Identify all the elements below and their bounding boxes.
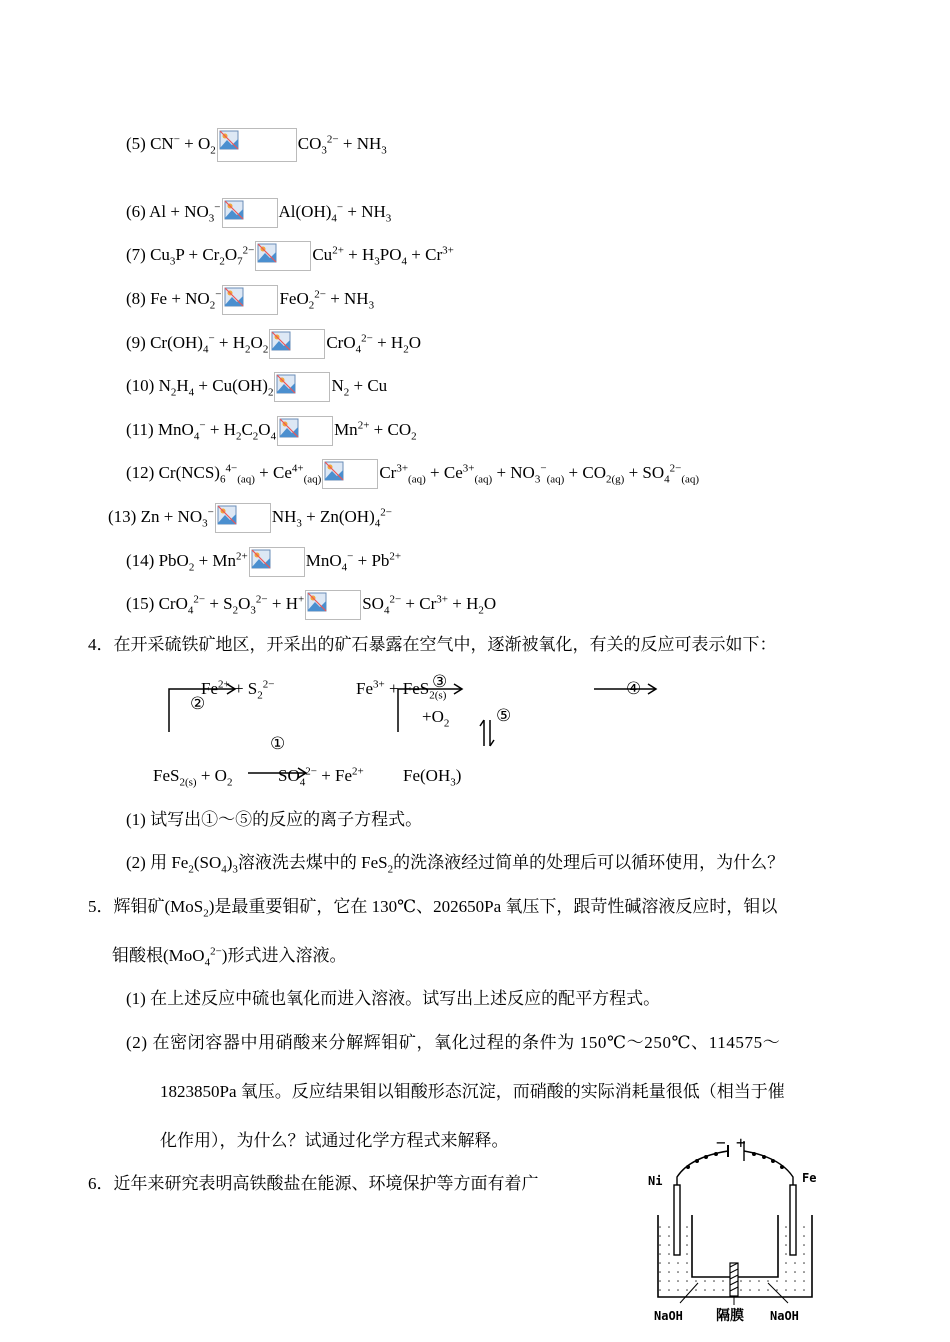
image-icon xyxy=(217,505,237,525)
image-icon xyxy=(324,461,344,481)
image-icon xyxy=(271,331,291,351)
image-icon xyxy=(251,549,271,569)
image-icon xyxy=(257,243,277,263)
ni-label: Ni xyxy=(648,1174,663,1188)
broken-image-placeholder xyxy=(322,459,378,489)
scheme-fe3-fes2: $Fe^{3+} + FeS_{2(s)}$ xyxy=(356,678,447,702)
broken-image-placeholder xyxy=(217,128,297,162)
image-icon xyxy=(224,287,244,307)
scheme-label-3: ③ xyxy=(432,672,448,692)
broken-image-placeholder xyxy=(222,198,278,228)
broken-image-placeholder xyxy=(249,547,305,577)
reaction-scheme xyxy=(140,672,700,792)
scheme-feoh3: $Fe(OH_3)$ xyxy=(403,766,462,789)
question-5-part-2-line-2: 1823850Pa 氧压。反应结果钼以钼酸形态沉淀，而硝酸的实际消耗量很低（相当于催 xyxy=(160,1082,785,1101)
question-4-part-2: (2) 用 $Fe_2(SO_4)_3$溶液洗去煤中的 FeS$_2$的洗涤液经过简单的处理后可以循环使用，为什么？ xyxy=(126,853,785,876)
broken-image-placeholder xyxy=(215,503,271,533)
scheme-fes2-o2: $FeS_{2(s)} + O_2$ xyxy=(153,766,233,789)
broken-image-placeholder xyxy=(269,329,325,359)
image-icon xyxy=(219,130,239,150)
equation-8: (8) $Fe + NO_2^-$ $FeO_2^{2-} + NH_3$ xyxy=(126,285,374,315)
membrane xyxy=(730,1263,738,1296)
image-icon xyxy=(224,200,244,220)
membrane-label: 隔膜 xyxy=(716,1308,744,1324)
left-wire xyxy=(677,1151,728,1185)
scheme-fe2-s2: $Fe^{2+} + S_2^{2-}$ xyxy=(201,678,275,702)
question-5-line-2: 钼酸根(MoO$_4^{2-}$)形式进入溶液。 xyxy=(112,945,347,969)
scheme-label-2: ② xyxy=(190,694,206,714)
equation-10: (10) $N_2H_4 + Cu(OH)_2$ $N_2 + Cu$ xyxy=(126,372,387,402)
equation-5: (5) $CN^- + O_2$ $CO_3^{2-} + NH_3$ xyxy=(126,128,387,162)
question-4-stem: 4．在开采硫铁矿地区，开采出的矿石暴露在空气中，逐渐被氧化，有关的反应可表示如下： xyxy=(88,635,777,654)
question-5-part-1: (1) 在上述反应中硫也氧化而进入溶液。试写出上述反应的配平方程式。 xyxy=(126,989,661,1008)
scheme-label-4: ④ xyxy=(626,679,642,699)
question-6-stem: 6．近年来研究表明高铁酸盐在能源、环境保护等方面有着广 xyxy=(88,1174,539,1193)
battery-minus-sign: − xyxy=(716,1133,726,1152)
broken-image-placeholder xyxy=(274,372,330,402)
broken-image-placeholder xyxy=(255,241,311,271)
naoh-right-label: NaOH xyxy=(770,1309,799,1323)
image-icon xyxy=(276,374,296,394)
equation-6: (6) $Al + NO_3^-$ $Al(OH)_4^- + NH_3$ xyxy=(126,198,391,228)
naoh-left-label: NaOH xyxy=(654,1309,683,1323)
broken-image-placeholder xyxy=(277,416,333,446)
fe-electrode xyxy=(790,1185,796,1255)
question-5-part-2-line-1: (2) 在密闭容器中用硝酸来分解辉钼矿，氧化过程的条件为 150℃～250℃、114575～ xyxy=(126,1033,781,1052)
scheme-label-1: ① xyxy=(270,734,286,754)
equation-11: (11) $MnO_4^- + H_2C_2O_4$ $Mn^{2+} + CO_2$ xyxy=(126,416,417,446)
question-5-part-2-line-3: 化作用），为什么？试通过化学方程式来解释。 xyxy=(160,1131,509,1150)
question-4-part-1: (1) 试写出①～⑤的反应的离子方程式。 xyxy=(126,810,423,829)
broken-image-placeholder xyxy=(305,590,361,620)
question-5-line-1: 5．辉钼矿(MoS$_2$)是最重要钼矿，它在 130℃、202650Pa 氧压下，跟苛性碱溶液反应时，钼以 xyxy=(88,897,778,920)
equation-14: (14) $PbO_2 + Mn^{2+}$ $MnO_4^- + Pb^{2+}$ xyxy=(126,547,401,577)
battery-plus-sign: + xyxy=(736,1133,746,1152)
fe-label: Fe xyxy=(802,1171,817,1185)
ni-electrode xyxy=(674,1185,680,1255)
equation-13: (13) $Zn + NO_3^-$ $NH_3 + Zn(OH)_4^{2-}$ xyxy=(108,503,392,533)
equation-9: (9) $Cr(OH)_4^- + H_2O_2$ $CrO_4^{2-} + H_2O$ xyxy=(126,329,421,359)
scheme-label-5: ⑤ xyxy=(496,706,512,726)
image-icon xyxy=(279,418,299,438)
equation-7: (7) $Cu_3P + Cr_2O_7^{2-}$ $Cu^{2+} + H_3PO_4 + Cr^{3+}$ xyxy=(126,241,454,271)
electrolysis-figure xyxy=(640,1135,830,1335)
scheme-plus-o2: $+O_2$ xyxy=(422,707,450,730)
equation-12: (12) $Cr(NCS)_6^{4-}_{(aq)} + Ce^{4+}_{(aq)}$ $Cr^{3+}_{(aq)} + Ce^{3+}_{(aq)} + NO_3^-_{(aq)} + CO_{2(g)} + SO_4^{2-}_{(aq)}$ xyxy=(126,459,699,489)
image-icon xyxy=(307,592,327,612)
scheme-so4-fe2: $SO_4^{2-} + Fe^{2+}$ xyxy=(278,765,364,789)
right-wire xyxy=(744,1151,793,1185)
broken-image-placeholder xyxy=(222,285,278,315)
equation-15: (15) $CrO_4^{2-} + S_2O_3^{2-} + H^+$ $SO_4^{2-} + Cr^{3+} + H_2O$ xyxy=(126,590,496,620)
